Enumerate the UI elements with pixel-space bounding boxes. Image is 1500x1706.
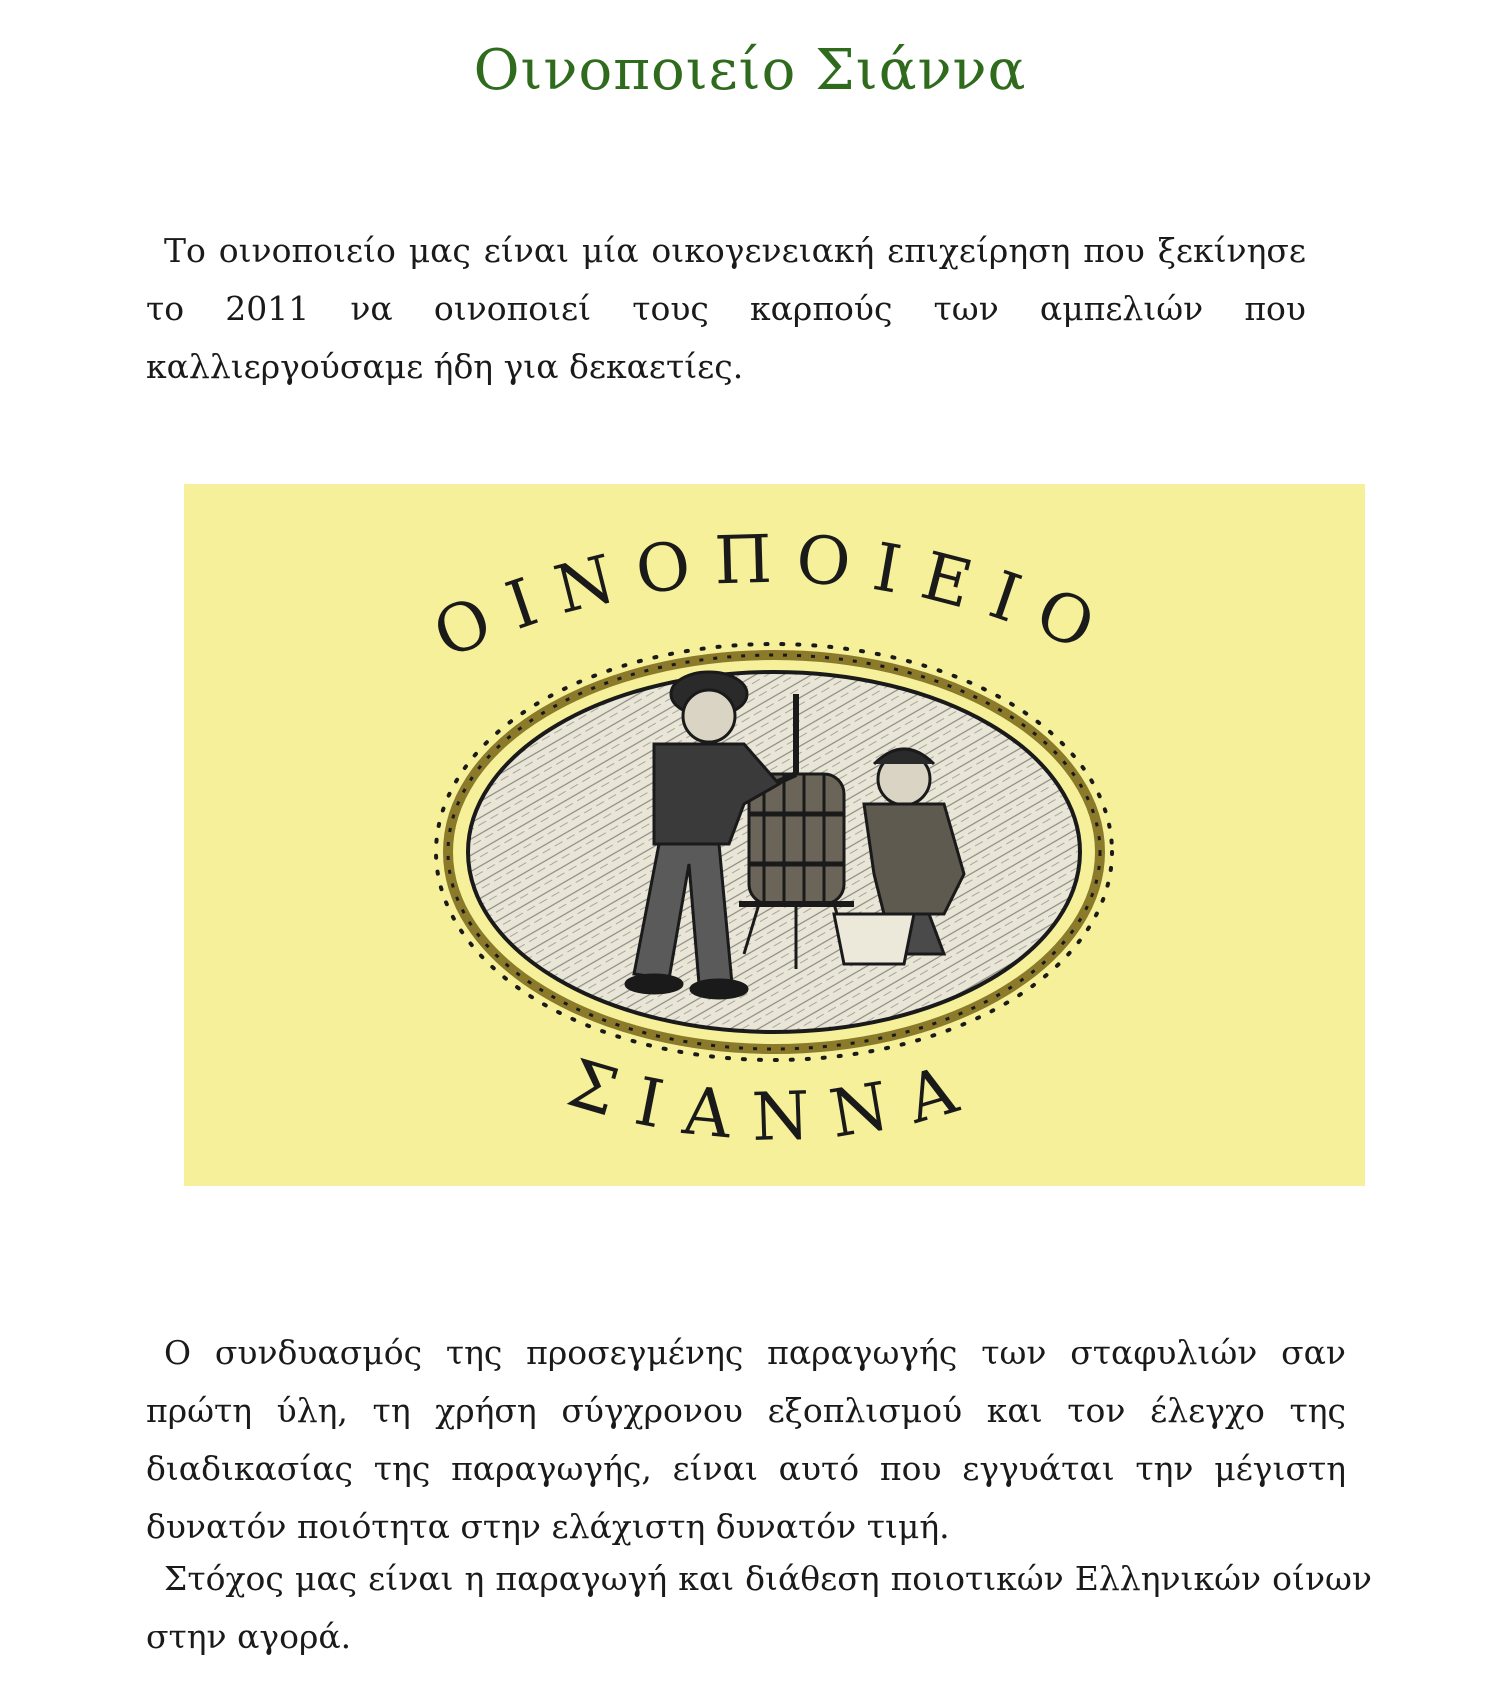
quality-paragraph: Ο συνδυασμός της προσεγμένης παραγωγής των σταφυλιών σαν πρώτη ύλη, τη χρήση σύγχρονου εξοπλισμού και τον έλεγχο της διαδικασίας της παραγωγής, είναι αυτό που εγγυάται την μέγιστη δυνατόν ποιότητα στην ελάχιστη δυνατόν τιμή. — [146, 1333, 1346, 1546]
page-title: Οινοποιείο Σιάννα — [473, 38, 1027, 103]
logo-bottom-text: ΣΙΑΝΝΑ — [559, 1044, 989, 1157]
winery-logo-banner — [184, 484, 1365, 1186]
goal-paragraph: Στόχος μας είναι η παραγωγή και διάθεση ποιοτικών Ελληνικών οίνων στην αγορά. — [146, 1559, 1372, 1656]
logo-top-text: ΟΙΝΟΠΟΙΕΙΟ — [422, 520, 1126, 674]
winery-logo — [184, 484, 1365, 1186]
intro-paragraph: Το οινοποιείο μας είναι μία οικογενειακή επιχείρηση που ξεκίνησε το 2011 να οινοποιεί τους καρπούς των αμπελιών που καλλιεργούσαμε ήδη για δεκαετίες. — [146, 231, 1306, 386]
